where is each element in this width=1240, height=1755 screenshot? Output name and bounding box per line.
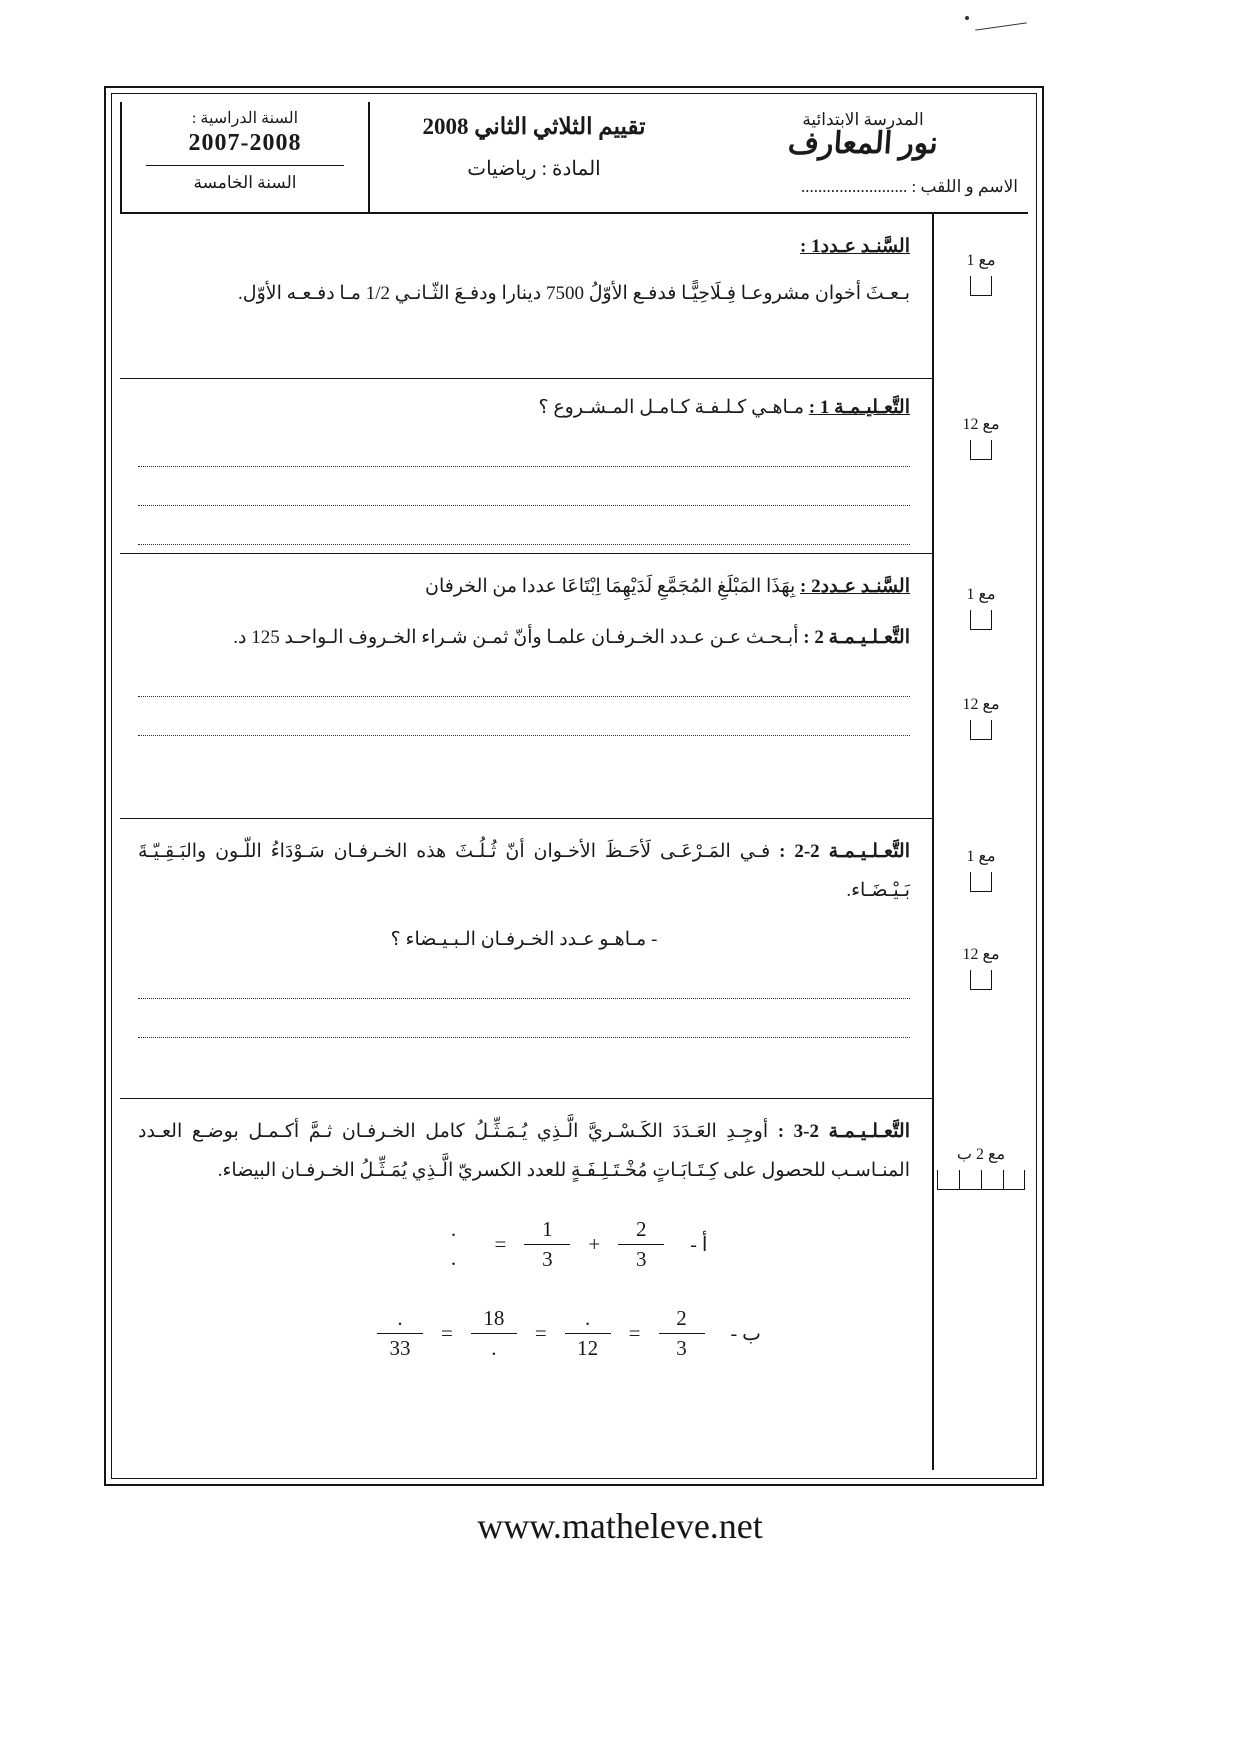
school-label: المدرسة الابتدائية [802, 110, 924, 129]
fraction-denominator: 3 [618, 1244, 664, 1272]
year-divider [146, 165, 345, 166]
student-name-dots: ......................... [801, 177, 908, 196]
mark-slots[interactable] [934, 440, 1028, 460]
school-year-label: السنة الدراسية : [191, 110, 299, 127]
fraction-b-3[interactable] [471, 1306, 517, 1361]
mark-slot[interactable] [970, 276, 992, 296]
fraction-a-1 [618, 1217, 664, 1272]
support-2-title: السَّنـد عـدد2 : [800, 576, 910, 597]
operator-plus: + [588, 1231, 601, 1256]
mark-label: مع 12 [962, 696, 1000, 713]
answer-line[interactable] [138, 713, 910, 736]
fraction-b-4[interactable] [377, 1306, 423, 1361]
document-frame [104, 86, 1044, 1486]
fraction-row-b-label: ب - [730, 1322, 762, 1345]
mark-slots[interactable] [934, 610, 1028, 630]
answer-line[interactable] [138, 444, 910, 467]
mark-slot[interactable] [970, 970, 992, 990]
scan-dot-icon [965, 16, 969, 20]
operator-equals: = [440, 1320, 453, 1345]
fraction-denominator: 3 [659, 1333, 705, 1361]
mark-slot[interactable] [981, 1170, 1003, 1190]
header-year-cell [120, 102, 368, 212]
mark-slot[interactable] [970, 440, 992, 460]
answer-line[interactable] [138, 522, 910, 545]
fraction-numerator: 18 [483, 1305, 505, 1330]
fraction-denominator: 3 [524, 1244, 570, 1272]
fraction-denominator-blank[interactable]: . [471, 1333, 517, 1361]
fraction-numerator-blank[interactable]: . [397, 1305, 403, 1330]
mark-label: مع 1 [966, 252, 996, 269]
support-1-text: بـعـثَ أخوان مشروعـا فِـلَاحِيًّـا فدفـع الأوّلُ 7500 دينارا ودفـعَ الثّـانـي 1/2 مـا دفـعـه الأوّل. [238, 282, 910, 304]
mark-slots[interactable] [934, 720, 1028, 740]
fraction-row-a [138, 1217, 910, 1272]
section-support-2 [120, 554, 932, 819]
fraction-numerator: 1 [542, 1216, 553, 1241]
mark-slot[interactable] [959, 1170, 981, 1190]
mark-support2 [934, 584, 1028, 630]
exam-title: تقييم الثلاثي الثاني 2008 [422, 114, 646, 139]
support-1-title: السَّنـد عـدد1 : [800, 236, 910, 257]
school-logo: نور المعارف [786, 127, 940, 160]
document-frame-inner [111, 93, 1037, 1479]
student-name-field[interactable] [708, 177, 1018, 197]
mark-instruction1 [934, 414, 1028, 460]
mark-slots[interactable] [934, 872, 1028, 892]
instruction-1-text: مـاهـي كـلـفـة كـامـل المـشـروع ؟ [538, 397, 805, 418]
fraction-a-2 [524, 1217, 570, 1272]
mark-slots[interactable] [934, 1170, 1028, 1190]
operator-equals: = [628, 1320, 641, 1345]
mark-instruction2-3 [934, 1144, 1028, 1190]
instruction-2-title: التَّعـلـيـمـة 2 : [803, 626, 910, 648]
answer-line[interactable] [138, 674, 910, 697]
document-header [120, 102, 1028, 214]
mark-label: مع 1 [966, 586, 996, 603]
fraction-a-blank[interactable] [431, 1217, 477, 1271]
mark-slot[interactable] [1003, 1170, 1025, 1190]
instruction-2-2-subquestion: - مـاهـو عـدد الخـرفـان الـبـيـضاء ؟ [390, 928, 658, 950]
student-name-label: الاسم و اللقب : [911, 177, 1018, 196]
mark-instruction2-2-a [934, 846, 1028, 892]
mark-slot[interactable] [970, 872, 992, 892]
instruction-1-title: التَّعـليـمـة 1 : [808, 397, 910, 418]
content-column [120, 214, 932, 1470]
section-instruction-1 [120, 379, 932, 554]
document-body [120, 214, 1028, 1470]
fraction-numerator: 2 [635, 1216, 647, 1241]
fraction-denominator: 12 [565, 1333, 611, 1361]
instruction-2-text: أبـحـث عـن عـدد الخـرفـان علمـا وأنّ ثمـن شـراء الخـروف الـواحـد 125 د. [233, 626, 799, 648]
section-instruction-2-2 [120, 819, 932, 1099]
instruction-2-2-title: التَّعـلـيـمـة 2-2 : [779, 841, 911, 862]
instruction-2-3-title: التَّعـلـيـمـة 2-3 : [777, 1121, 910, 1142]
fraction-b-1 [659, 1306, 705, 1361]
scan-corner-marks [0, 8, 1240, 48]
section-instruction-2-3 [120, 1099, 932, 1470]
instruction-2-3-text: أوجِـدِ العَـدَدَ الكَـسْـريَّ الَّـذِي يُـمَـثِّـلُ كامل الخـرفـان ثـمَّ أكـمـل بوضـع العـدد المنـاسـب للحصول على كِـتَـابَـاتٍ مُخْـتَـلِـفَـةٍ للعدد الكسريّ الَّـذِي يُمَـثِّـلُ الخـرفـان البيضاء. [138, 1121, 910, 1181]
school-level: السنة الخامسة [193, 173, 297, 192]
mark-label: مع 2 ب [956, 1146, 1006, 1163]
mark-slots[interactable] [934, 276, 1028, 296]
school-year-value: 2007-2008 [188, 130, 302, 156]
fraction-denominator-blank[interactable]: . [450, 1246, 457, 1271]
mark-support1 [934, 250, 1028, 296]
section-support-1 [120, 214, 932, 379]
fraction-b-2[interactable] [565, 1306, 611, 1361]
exam-subject: المادة : رياضيات [467, 158, 601, 180]
fraction-row-a-label: أ - [690, 1233, 708, 1256]
header-exam-cell [368, 102, 698, 212]
mark-instruction2-2-b [934, 944, 1028, 990]
support-2-text: بِهَذَا المَبْلَغِ المُجَمَّعِ لَدَيْهِمَا اِبْتَاعَا عددا من الخرفان [425, 576, 796, 597]
answer-line[interactable] [138, 483, 910, 506]
marks-column [932, 214, 1028, 1470]
mark-label: مع 1 [966, 848, 996, 865]
mark-slots[interactable] [934, 970, 1028, 990]
mark-instruction2 [934, 694, 1028, 740]
header-school-cell [698, 102, 1028, 212]
mark-slot[interactable] [970, 720, 992, 740]
fraction-row-b [138, 1306, 910, 1361]
site-footer: www.matheleve.net [477, 1506, 763, 1546]
mark-slot[interactable] [970, 610, 992, 630]
fraction-numerator: 2 [676, 1305, 687, 1330]
mark-label: مع 12 [962, 416, 1000, 433]
mark-label: مع 12 [962, 946, 1000, 963]
fraction-numerator-blank[interactable]: . [585, 1305, 591, 1330]
answer-line[interactable] [138, 976, 910, 999]
fraction-numerator-blank[interactable]: . [450, 1217, 457, 1242]
operator-equals: = [494, 1231, 507, 1256]
scan-slash-icon [975, 22, 1027, 30]
answer-line[interactable] [138, 1015, 910, 1038]
fraction-denominator: 33 [377, 1333, 423, 1361]
operator-equals: = [534, 1320, 547, 1345]
instruction-2-2-text: فـي المَـرْعَـى لَأحَـظَ الأخـوان أنّ ثُـلُـثَ هذه الخـرفـان سَـوْدَاءُ اللّـون والبَـقِـيّـةَ بَـيْـضَـاء. [138, 841, 910, 901]
mark-slot[interactable] [937, 1170, 959, 1190]
